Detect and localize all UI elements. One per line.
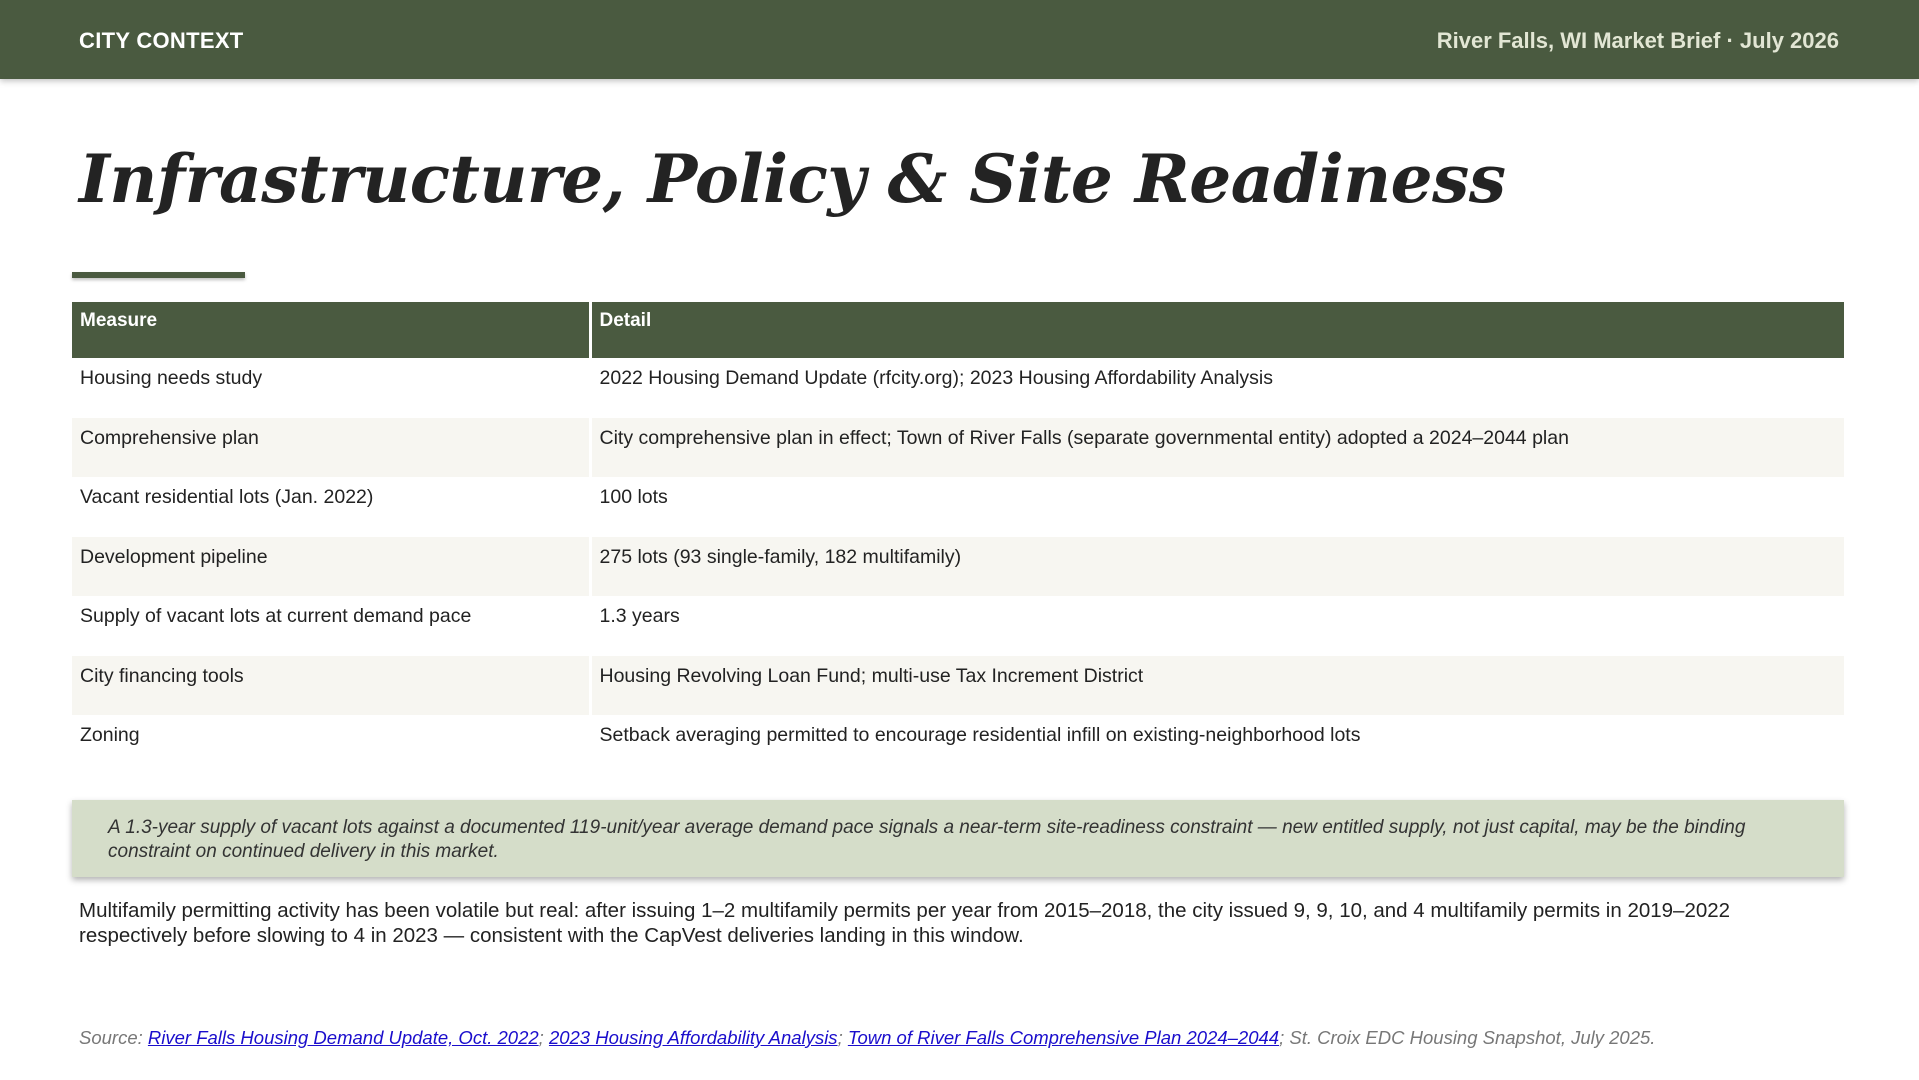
source-separator: ;	[538, 1027, 549, 1048]
brief-label: River Falls, WI Market Brief · July 2026	[1436, 28, 1839, 53]
table-row	[72, 358, 1844, 418]
source-link-housing-demand-update[interactable]: River Falls Housing Demand Update, Oct. 2022	[147, 1027, 539, 1048]
table-row	[72, 596, 1844, 656]
detail-cell: 100 lots	[599, 486, 668, 508]
measures-table	[72, 302, 1844, 775]
source-link-affordability-analysis[interactable]: 2023 Housing Affordability Analysis	[548, 1027, 838, 1048]
detail-cell: City comprehensive plan in effect; Town of River Falls (separate governmental entity) adopted a 2024–2044 plan	[590, 418, 1844, 478]
title-underline	[72, 272, 245, 278]
detail-cell: Setback averaging permitted to encourage residential infill on existing-neighborhood lots	[599, 724, 1361, 746]
table-row	[72, 477, 1844, 537]
detail-cell: 1.3 years	[599, 605, 680, 627]
measure-cell: Comprehensive plan	[72, 418, 590, 478]
table-row	[72, 537, 1844, 597]
measure-cell: City financing tools	[72, 656, 590, 716]
table-row	[72, 418, 1844, 478]
table-row	[72, 656, 1844, 716]
permitting-paragraph: Multifamily permitting activity has been volatile but real: after issuing 1–2 multifamily permits per year from 2015–2018, the city issued 9, 9, 10, and 4 multifamily permits in 2019–2022 respectively before slowing to 4 in 2023 — consistent with the CapVest deliveries landing in this window.	[79, 899, 1731, 947]
page-title: Infrastructure, Policy & Site Readiness	[79, 140, 1506, 218]
section-label: CITY CONTEXT	[79, 28, 244, 53]
source-prefix: Source:	[79, 1027, 148, 1048]
source-citation	[79, 1027, 1655, 1049]
table-header-row	[72, 302, 1844, 358]
measure-cell: Zoning	[72, 715, 590, 775]
source-suffix: ; St. Croix EDC Housing Snapshot, July 2025.	[1279, 1027, 1656, 1048]
top-bar	[0, 0, 1919, 79]
measure-cell: Housing needs study	[72, 358, 590, 418]
measure-cell: Vacant residential lots (Jan. 2022)	[72, 477, 590, 537]
key-insight-callout: A 1.3-year supply of vacant lots against a documented 119-unit/year average demand pace signals a near-term site-readiness constraint — new entitled supply, not just capital, may be the binding constraint on continued delivery in this market.	[72, 800, 1844, 877]
measure-cell: Development pipeline	[72, 537, 590, 597]
column-header-measure: Measure	[72, 302, 590, 358]
source-separator: ;	[837, 1027, 848, 1048]
column-header-detail: Detail	[590, 302, 1844, 358]
measure-cell: Supply of vacant lots at current demand pace	[72, 596, 590, 656]
detail-cell: 2022 Housing Demand Update (rfcity.org); 2023 Housing Affordability Analysis	[599, 367, 1273, 389]
table-row	[72, 715, 1844, 775]
source-link-comprehensive-plan[interactable]: Town of River Falls Comprehensive Plan 2024–2044	[847, 1027, 1280, 1048]
detail-cell: 275 lots (93 single-family, 182 multifamily)	[590, 537, 1844, 597]
detail-cell: Housing Revolving Loan Fund; multi-use Tax Increment District	[590, 656, 1844, 716]
